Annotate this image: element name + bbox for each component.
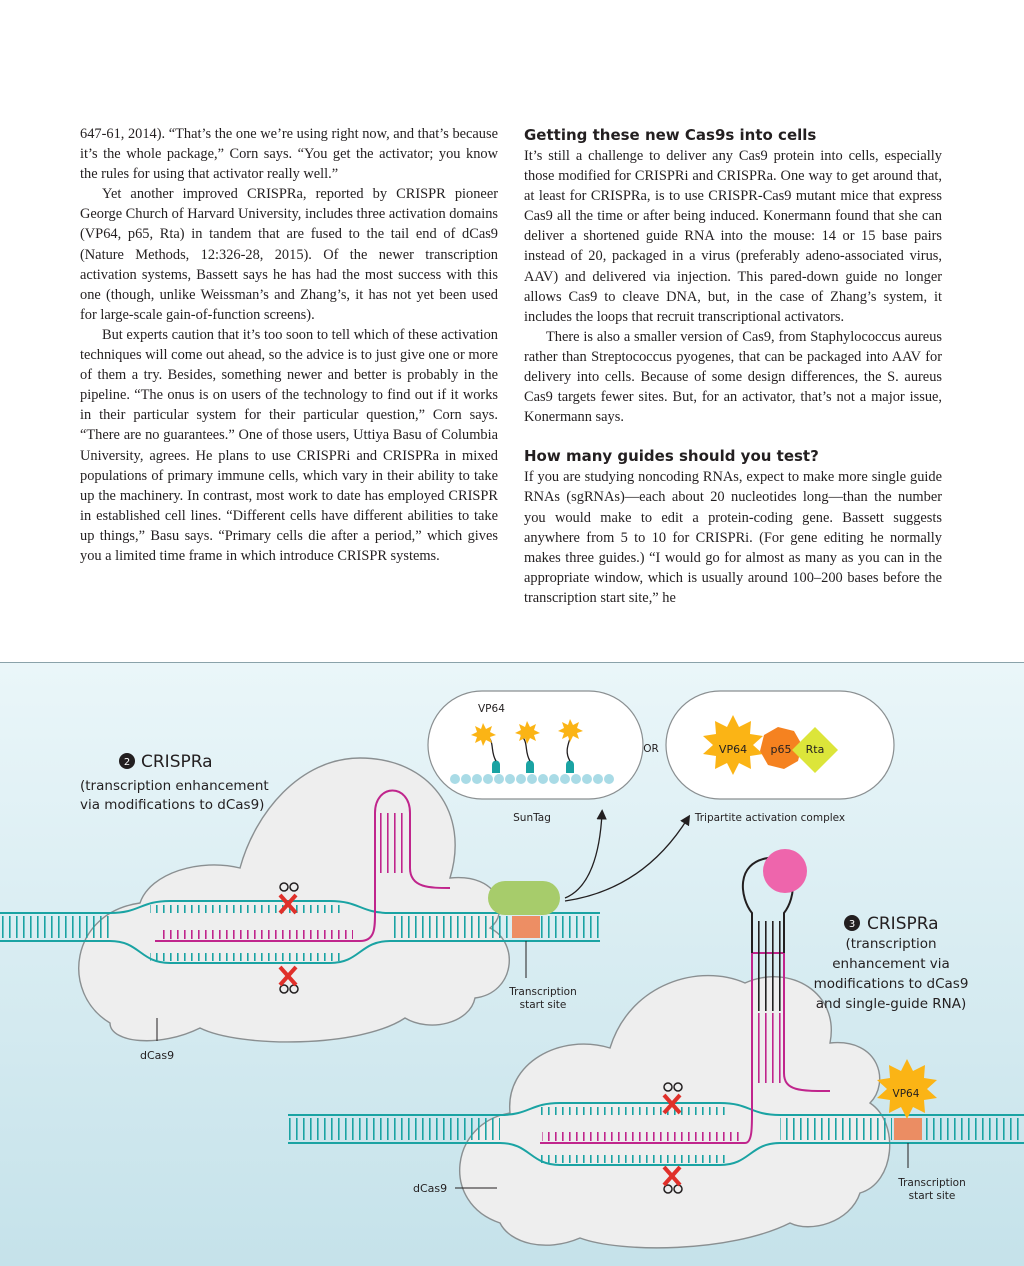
left-paragraph-3: But experts caution that it’s too soon to tell which of these activation techniques will come out ahead, so the advice is to just give one or more of them a try. Besides, something newer and better is probably in the pipeline. “The onus is on users of the technology to find out if it works in their particular system for their particular question,” Corn says. “There are no guarantees.” One of those users, Uttiya Basu of Columbia University, agrees. He plans to use CRISPRi and CRISPRa in mixed populations of primary immune cells, which vary in their ability to take up the machinery. In contrast, most work to date has employed CRISPR in established cell lines. “Different cells have different abilities to take up things,” Basu says. “Primary cells die after a period,” which gives you a limited time frame in which introduce CRISPR systems. — [80, 326, 498, 564]
suntag-vp64-label: VP64 — [478, 703, 505, 715]
panel3-subtitle-2: enhancement via — [832, 956, 950, 972]
panel2-title: CRISPRa — [141, 752, 213, 772]
panel2-tss-line2: start site — [519, 999, 567, 1011]
panel2-subtitle-2: via modifications to dCas9) — [80, 797, 265, 813]
panel3-number: 3 — [848, 919, 856, 930]
transcription-start-site-2 — [512, 916, 540, 938]
tripartite-vp64-label: VP64 — [718, 743, 748, 756]
panel3-subtitle-3: modifications to dCas9 — [813, 976, 969, 992]
arrow-to-suntag — [565, 813, 602, 898]
suntag-caption: SunTag — [513, 812, 551, 824]
transcription-start-site-3 — [894, 1118, 922, 1140]
pink-activator — [763, 849, 807, 893]
crispra-figure — [0, 662, 1024, 1266]
panel3-subtitle-1: (transcription — [845, 936, 937, 952]
panel3-tss-line2: start site — [908, 1190, 956, 1202]
right-paragraph-1: It’s still a challenge to deliver any Cas9 protein into cells, especially those modified for CRISPRi and CRISPRa. One way to get around that, at least for CRISPRa, is to use CRISPR-Cas9 mutant mice that express Cas9 all the time or after being induced. Konermann found that she can deliver a shortened guide RNA into the mouse: 14 or 15 base pairs instead of 20, packaged in a virus (preferably adeno-associated virus, AAV) and delivered via injection. This pared-down guide no longer allows Cas9 to cleave DNA, but, in the case of Zhang’s system, it includes the loops that recruit transcriptional activators. — [524, 148, 942, 325]
tripartite-caption: Tripartite activation complex — [694, 812, 846, 824]
panel2-subtitle-1: (transcription enhancement — [80, 778, 269, 794]
panel2-number: 2 — [123, 757, 131, 768]
tripartite-rta-label: Rta — [805, 743, 825, 756]
right-paragraph-3: If you are studying noncoding RNAs, expect to make more single guide RNAs (sgRNAs)—each about 20 nucleotides long—than the number you would make to edit a protein-coding gene. Bassett suggests anywhere from 5 to 10 for CRISPRi. (For gene editing he normally makes three guides.) “I would go for almost as many as you can in the appropriate window, which is usually around 100–200 bases before the transcription start site,” he — [524, 469, 942, 606]
tripartite-p65-label: p65 — [770, 743, 792, 756]
panel3-subtitle-4: and single-guide RNA) — [815, 996, 967, 1012]
panel3-dcas9-label: dCas9 — [413, 1182, 448, 1195]
panel3-vp64-label: VP64 — [892, 1088, 920, 1100]
panel3-title: CRISPRa — [867, 914, 939, 934]
section-heading-delivery: Getting these new Cas9s into cells — [524, 126, 817, 144]
panel2-tss-line1: Transcription — [509, 986, 577, 998]
right-paragraph-2: There is also a smaller version of Cas9, from Staphylococcus aureus rather than Streptococcus pyogenes, that can be packaged into AAV for delivery into cells. Because of some design differences, the S. aureus Cas9 targets fewer sites. But, for an activator, that’s not a major issue, Konermann says. — [524, 328, 942, 426]
panel2-dcas9-label: dCas9 — [140, 1049, 175, 1062]
green-activator-tag — [488, 881, 560, 915]
left-paragraph-2: Yet another improved CRISPRa, reported by CRISPR pioneer George Church of Harvard University, includes three activation domains (VP64, p65, Rta) in tandem that are fused to the tail end of dCas9 (Nature Methods, 12:326-28, 2015). Of the newer transcription activation systems, Bassett says he has had the most success with this one (though, unlike Weissman’s and Zhang’s, it has not yet been used for large-scale gain-of-function screens). — [80, 186, 499, 323]
panel3-tss-line1: Transcription — [898, 1177, 966, 1189]
suntag-scaffold — [450, 774, 614, 784]
left-text-column — [80, 124, 498, 566]
right-text-column — [524, 124, 942, 608]
section-heading-guides: How many guides should you test? — [524, 447, 819, 466]
arrow-to-tripartite — [565, 818, 688, 901]
or-label: OR — [643, 743, 659, 755]
left-paragraph-1: 647-61, 2014). “That’s the one we’re using right now, and that’s because it’s the whole package,” Corn says. “You get the activator; you know the rules for using that activator really well.” — [80, 126, 498, 183]
crispra-illustration — [0, 663, 1024, 1266]
